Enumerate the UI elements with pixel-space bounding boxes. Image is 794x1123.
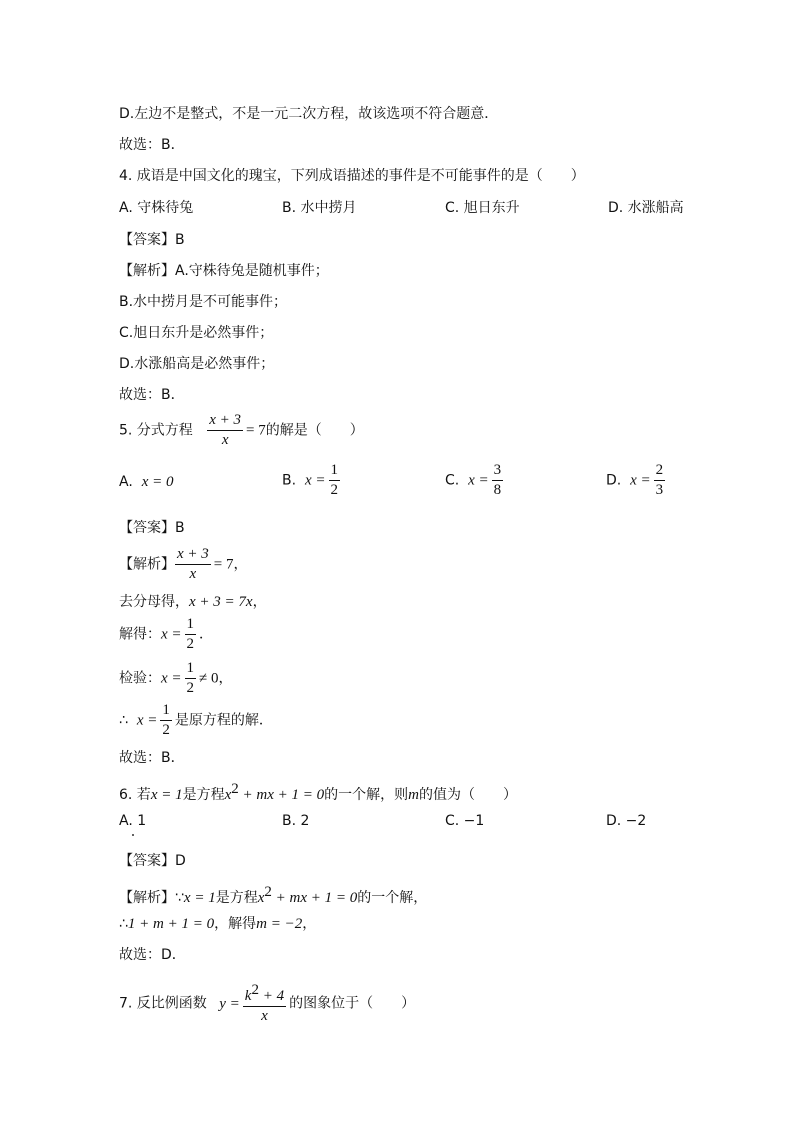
q5-option-c: C. x = $\frac{3}{8}$	[445, 462, 502, 498]
q4-option-d: D. 水涨船高	[608, 200, 684, 216]
q6-analysis-1: 【解析】∵x = 1是方程$x^2$ + mx + 1 = 0的一个解，	[119, 884, 428, 906]
prev-option-d: D.左边不是整式，不是一元二次方程，故该选项不符合题意．	[119, 106, 499, 122]
q5-rhs: = 7	[246, 422, 266, 439]
q5-option-d: D. x = $\frac{2}{3}$	[606, 462, 664, 498]
q4-analysis-1	[119, 261, 329, 281]
q4-analysis-3: C.旭日东升是必然事件；	[119, 325, 274, 341]
q5-option-a: A. x = 0	[119, 474, 174, 490]
q7-stem: 7. 反比例函数 y = $\frac{k^2 + 4}{x}$ 的图象位于（ ）	[119, 982, 416, 1024]
q5-option-b: B. x = $\frac{1}{2}$	[282, 462, 338, 498]
q5-analysis-5: ∴ x = $\frac{1}{2}$ 是原方程的解．	[119, 702, 273, 738]
q4-option-c: C. 旭日东升	[445, 200, 520, 216]
analysis-label: 【解析】	[119, 890, 175, 906]
q6-analysis-2: ∴1 + m + 1 = 0，解得m = −2，	[119, 916, 317, 932]
q5-analysis-1: 【解析】 $\frac{x + 3}{x}$ = 7，	[119, 546, 248, 582]
because-symbol: ∵	[175, 890, 184, 906]
analysis-text: A.守株待兔是随机事件；	[175, 263, 329, 279]
q7-fraction: $\frac{k^2 + 4}{x}$	[244, 982, 285, 1024]
q6-option-d: D. −2	[606, 813, 647, 829]
q6-option-c: C. −1	[445, 813, 485, 829]
q4-choose: 故选：B．	[119, 387, 185, 403]
q4-analysis-2: B.水中捞月是不可能事件；	[119, 294, 288, 310]
analysis-label: 【解析】	[119, 556, 175, 573]
therefore-symbol: ∴	[119, 712, 128, 729]
stray-dot	[132, 834, 134, 836]
q6-stem: 6. 若x = 1是方程$x^2$ + mx + 1 = 0的一个解，则m的值为（ ）	[119, 781, 517, 803]
q5-analysis-2: 去分母得，x + 3 = 7x，	[119, 594, 267, 610]
q4-option-b: B. 水中捞月	[282, 200, 357, 216]
q5-number: 5. 分式方程	[119, 422, 193, 439]
q5-analysis-3: 解得：x = $\frac{1}{2}$ ．	[119, 616, 214, 652]
q6-option-b: B. 2	[282, 813, 310, 829]
q4-stem: 4. 成语是中国文化的瑰宝，下列成语描述的事件是不可能事件的是（ ）	[119, 168, 585, 184]
q5-choose: 故选：B．	[119, 750, 185, 766]
q4-option-a: A. 守株待兔	[119, 200, 194, 216]
q6-option-a: A. 1	[119, 813, 147, 829]
q5-fraction: $\frac{x + 3}{x}$	[209, 412, 242, 448]
analysis-label: 【解析】	[119, 263, 175, 279]
q5-analysis-4: 检验：x = $\frac{1}{2}$ ≠ 0，	[119, 660, 233, 696]
q4-analysis-4: D.水涨船高是必然事件；	[119, 356, 275, 372]
q5-tail: 的解是（ ）	[265, 422, 364, 439]
q4-answer: 【答案】B	[119, 232, 185, 248]
q6-choose: 故选：D．	[119, 947, 186, 963]
q6-answer: 【答案】D	[119, 853, 186, 869]
prev-choose: 故选：B．	[119, 137, 185, 153]
q5-answer: 【答案】B	[119, 520, 185, 536]
therefore-symbol: ∴	[119, 916, 128, 932]
q5-stem	[119, 412, 364, 449]
